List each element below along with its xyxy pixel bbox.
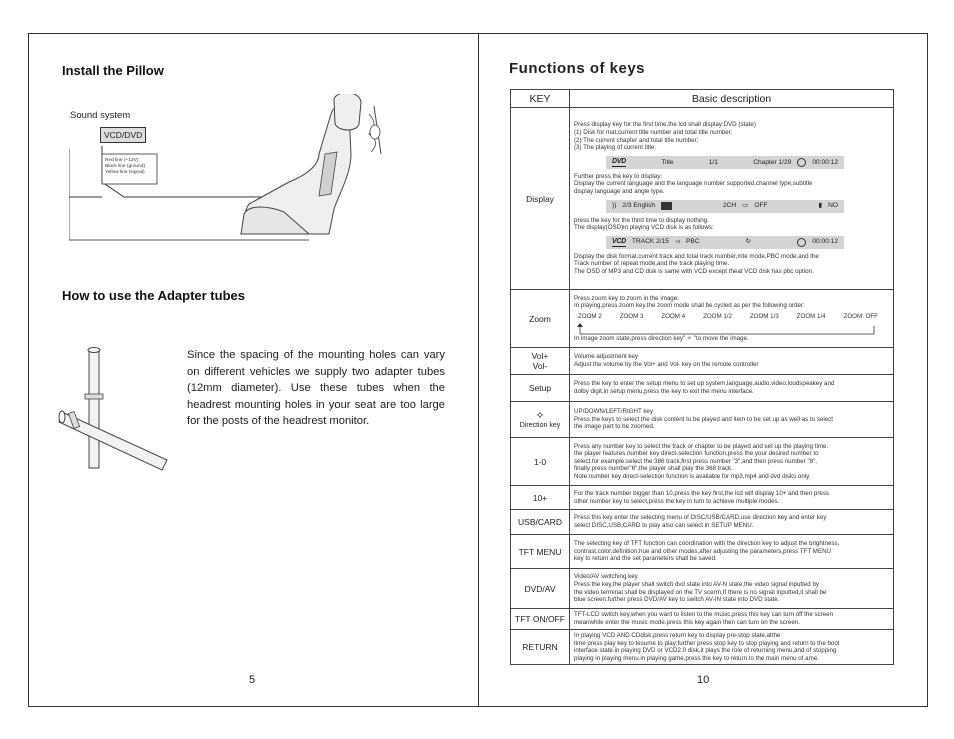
repeat-icon: ↻ bbox=[745, 238, 752, 246]
table-row bbox=[511, 569, 894, 609]
desc-line: Adjust the volume by the Vol+ and Vol- key on the remote controller bbox=[574, 361, 759, 368]
zoom-cycle-arrow bbox=[574, 323, 889, 335]
osd-chapter: Chapter 1/29 bbox=[753, 158, 792, 166]
desc-line: Track number of repeat mode,and the track playing time. bbox=[574, 260, 730, 268]
clock-icon bbox=[797, 238, 806, 247]
audio-icon: )) bbox=[612, 202, 617, 210]
desc-tft-menu bbox=[570, 535, 894, 569]
desc-line: select DISC,USB,CARD to play also can select in SETUP MENU. bbox=[574, 522, 754, 529]
desc-line: Press the keys to select the disk content to be played and item to be set up as well as to select bbox=[574, 415, 833, 423]
zoom-mode: ZOOM 1/3 bbox=[749, 313, 779, 320]
desc-usb-card bbox=[570, 510, 894, 535]
desc-line: press the key for the third time to display nothing. bbox=[574, 216, 709, 224]
dvd-logo: DVD bbox=[612, 158, 626, 166]
table-row bbox=[511, 609, 894, 630]
desc-line: other number key to select,press the key in turn to achieve multiple modes. bbox=[574, 497, 780, 505]
desc-line: For the track number bigger than 10,press the key first,the lcd will display 10+ and then press bbox=[574, 489, 830, 497]
header-key: KEY bbox=[511, 90, 570, 108]
desc-line: In playing VCD AND CDdisk,press return key to display pre-stop state,atthe bbox=[574, 632, 781, 639]
desc-direction bbox=[570, 402, 894, 438]
desc-line: interface state.in playing DVD or VCD2.0 disk,it plays the role of returning menu,and of stopping bbox=[574, 647, 837, 655]
desc-line: Press the key to enter the setup menu to set up system,language,audio,video,loudspeakey and bbox=[574, 380, 835, 388]
desc-line: select.for example:select the 386 track,first press number "3",and then press number "8", bbox=[574, 457, 817, 465]
desc-line: the video terminal shall be displayed on the TV scerrn,If there is no signal inputted,it shall be bbox=[574, 588, 827, 596]
wire-legend bbox=[105, 158, 145, 176]
key-direction-label: Direction key bbox=[519, 421, 561, 429]
adapter-tubes-illustration bbox=[57, 342, 177, 472]
functions-of-keys-title: Functions of keys bbox=[509, 60, 646, 77]
key-zoom: Zoom bbox=[511, 290, 570, 348]
desc-line: playing in playing menu.in playing game,press the key to return to the main menu of ame. bbox=[574, 654, 819, 662]
desc-line: the player features number key direct-selection function,press the your desired number to bbox=[574, 450, 819, 458]
left-page bbox=[28, 33, 479, 707]
subtitle-icon: ▭ bbox=[742, 202, 749, 210]
dolby-icon bbox=[661, 202, 672, 210]
desc-line: (1) Disk for mat,current title number and total title number; bbox=[574, 129, 733, 137]
zoom-mode: ZOOM 2 bbox=[578, 313, 602, 320]
desc-line: In playing,press zoom key,the zoom mode shall be cycled as per the following order: bbox=[574, 302, 805, 310]
key-display: Display bbox=[511, 108, 570, 290]
desc-line: Volume adjustment key bbox=[574, 353, 638, 361]
adapter-description: Since the spacing of the mounting holes can vary on different vehicles we supply two adapter tubes (12mm diameter). Use these tubes when the headrest mounting holes in your seat are too large for the posts of the headrest monitor. bbox=[187, 349, 445, 427]
key-number: 1-0 bbox=[511, 438, 570, 486]
angle-icon: ▮ bbox=[818, 202, 823, 210]
desc-line: time press play key to tesume to play;further press stop key to stop playing and return to the boot bbox=[574, 639, 840, 647]
zoom-mode: ZOOM 3 bbox=[619, 313, 644, 320]
osd-language: 2/3 English bbox=[622, 202, 656, 210]
wire-yellow: Yellow line (signal) bbox=[105, 170, 145, 175]
key-return: RETURN bbox=[511, 630, 570, 665]
desc-line: Press any number key to select the track or chapter to be played and set up the playing time. bbox=[574, 442, 829, 450]
speaker-icon: ◅ bbox=[674, 238, 680, 246]
keys-table bbox=[510, 89, 894, 665]
key-vol-up: Vol+ bbox=[531, 351, 549, 361]
desc-number bbox=[570, 438, 894, 486]
desc-line: display language and angle type. bbox=[574, 188, 665, 195]
desc-line: the image part to be zoomed. bbox=[574, 423, 655, 431]
zoom-modes bbox=[578, 313, 878, 321]
key-vol-down: Vol- bbox=[532, 361, 548, 371]
install-pillow-title: Install the Pillow bbox=[62, 63, 164, 78]
table-row bbox=[511, 486, 894, 510]
osd-time: 00:00:12 bbox=[812, 158, 839, 166]
desc-line: Press this key enter the selecting menu of DISC/USB/CARD,use direction key and enter key bbox=[574, 514, 827, 522]
osd-title-label: Title bbox=[661, 158, 674, 166]
desc-line: Press zoom key to zoom in the image: bbox=[574, 294, 679, 302]
key-tft-menu: TFT MENU bbox=[511, 535, 570, 569]
key-direction bbox=[511, 402, 570, 438]
osd-time: 00:00:12 bbox=[812, 238, 838, 246]
table-row bbox=[511, 402, 894, 438]
desc-dvd-av bbox=[570, 569, 894, 609]
sound-system-label: Sound system bbox=[70, 110, 131, 121]
desc-line: TFT-LCD switch key,when you want to listen to the music,press this key can turn off the screen bbox=[574, 611, 834, 619]
key-usb-card: USB/CARD bbox=[511, 510, 570, 535]
zoom-mode: ZOOM 1/4 bbox=[796, 313, 826, 320]
wire-red: Red line (+12V) bbox=[105, 158, 139, 163]
page-number-left: 5 bbox=[249, 674, 256, 686]
osd-angle: NO bbox=[828, 202, 838, 210]
desc-display bbox=[570, 108, 894, 290]
desc-setup bbox=[570, 375, 894, 402]
page-number-right: 10 bbox=[697, 674, 710, 686]
desc-line: contrast,color,definition,hue and other modes,after adjusting the parameters,press TFT MENU bbox=[574, 547, 832, 555]
desc-line: Press display key for the first time,the lcd shall display:DVD (state) bbox=[574, 121, 756, 129]
desc-tft-on-off bbox=[570, 609, 894, 630]
table-header bbox=[511, 90, 894, 108]
table-row bbox=[511, 348, 894, 375]
osd-channel: 2CH bbox=[722, 202, 737, 210]
desc-line: Note:number key direct-selection function is available for mp3,mp4 and dvd disks only. bbox=[574, 472, 811, 480]
desc-line: (2) The current chapter and total title number; bbox=[574, 136, 699, 144]
zoom-mode: ZOOM 1/2 bbox=[703, 313, 732, 320]
header-description: Basic description bbox=[570, 90, 894, 108]
key-volume bbox=[511, 348, 570, 375]
osd-title-value: 1/1 bbox=[708, 158, 718, 166]
desc-line: Press the key,the player shall switch dvd state into AV-N state,the video signal inputted by bbox=[574, 580, 819, 588]
desc-line: (3) The playing of current title. bbox=[574, 144, 657, 152]
desc-line: Video/AV switching key. bbox=[574, 573, 639, 581]
table-row bbox=[511, 290, 894, 348]
adapter-tubes-title: How to use the Adapter tubes bbox=[62, 288, 245, 303]
desc-line: Further press the key to display: bbox=[574, 172, 663, 180]
right-page bbox=[478, 33, 928, 707]
table-row bbox=[511, 510, 894, 535]
zoom-mode: ZOOM 4 bbox=[661, 313, 686, 320]
desc-ten-plus bbox=[570, 486, 894, 510]
desc-zoom bbox=[570, 290, 894, 348]
desc-line: In image zoom state,press direction key" ✧ "to move the image. bbox=[574, 334, 749, 342]
desc-volume bbox=[570, 348, 894, 375]
desc-return bbox=[570, 630, 894, 665]
desc-line: UP/DOWN/LEFT/RIGHT key bbox=[574, 408, 653, 416]
desc-line: blue screen.further press DVD/AV key to switch AV-IN state into DVD state. bbox=[574, 596, 780, 604]
desc-line: dolby digit,in setup menu,press the key to exit the menu interface. bbox=[574, 388, 754, 395]
desc-line: The OSD of MP3 and CD disk is same with VCD except theat VCD disk has pbc option. bbox=[574, 267, 814, 275]
osd-pbc: PBC bbox=[685, 238, 700, 246]
osd-subtitle: OFF bbox=[754, 202, 768, 210]
desc-line: finally press number"6",the player shall play the 368 track. bbox=[574, 465, 733, 473]
key-tft-on-off: TFT ON/OFF bbox=[511, 609, 570, 630]
table-row bbox=[511, 438, 894, 486]
key-setup: Setup bbox=[511, 375, 570, 402]
vcd-dvd-label: VCD/DVD bbox=[100, 127, 146, 143]
direction-arrows-icon: ✧ bbox=[535, 409, 545, 422]
desc-line: The selecting key of TFT function can coordination with the direction key to adjust the brightness, bbox=[574, 540, 840, 548]
desc-line: Display the current language and the language number supported,channel type,subtitle bbox=[574, 180, 813, 188]
clock-icon bbox=[797, 158, 806, 167]
desc-line: Display the disk format,current track and total track number,mte mode,PBC mode,and the bbox=[574, 252, 819, 260]
desc-line: The display(OSD)in playing VCD disk is as follows: bbox=[574, 224, 714, 232]
wire-black: Black line (ground) bbox=[105, 164, 145, 169]
table-row bbox=[511, 535, 894, 569]
table-row bbox=[511, 630, 894, 665]
zoom-mode: ZOOM: OFF bbox=[843, 313, 878, 320]
osd-vcd-bar bbox=[606, 236, 844, 249]
table-row bbox=[511, 375, 894, 402]
key-ten-plus: 10+ bbox=[511, 486, 570, 510]
osd-track: TRACK 2/15 bbox=[631, 238, 669, 246]
osd-language-bar bbox=[606, 200, 844, 213]
osd-dvd-bar bbox=[606, 156, 844, 169]
key-dvd-av: DVD/AV bbox=[511, 569, 570, 609]
table-row bbox=[511, 108, 894, 290]
desc-line: meanwhile enter the music mode.press this key again then can turn on the screen. bbox=[574, 619, 800, 626]
desc-line: key to return and the set parameters shall be saved. bbox=[574, 555, 717, 563]
vcd-logo: VCD bbox=[612, 237, 626, 245]
